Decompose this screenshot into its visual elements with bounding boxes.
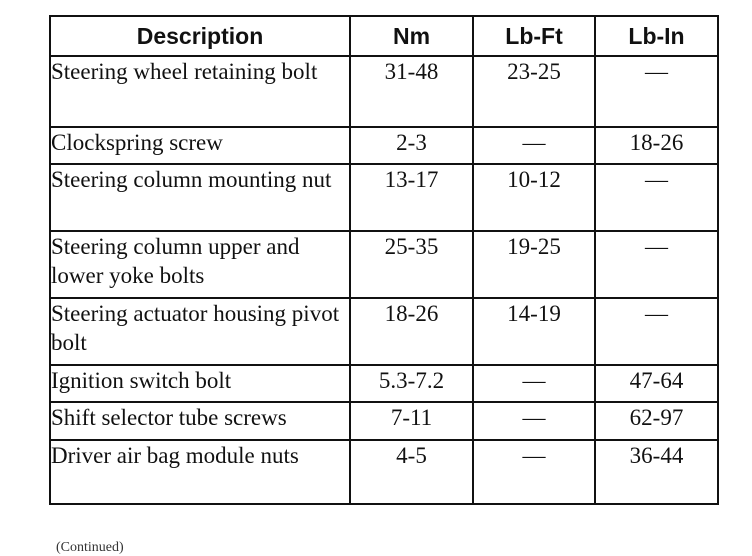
nm-cell: 2-3	[350, 127, 473, 164]
lb-ft-cell: 10-12	[473, 164, 595, 231]
table-row	[50, 440, 718, 504]
description-cell: Steering actuator housing pivot bolt	[50, 298, 350, 365]
nm-cell: 7-11	[350, 402, 473, 440]
table-row	[50, 231, 718, 298]
table-row	[50, 298, 718, 365]
lb-in-cell: —	[595, 231, 718, 298]
lb-ft-cell: —	[473, 365, 595, 402]
description-cell: Steering column mounting nut	[50, 164, 350, 231]
table-row	[50, 365, 718, 402]
lb-in-cell: 18-26	[595, 127, 718, 164]
lb-in-cell: 36-44	[595, 440, 718, 504]
table-row	[50, 402, 718, 440]
description-cell: Steering column upper and lower yoke bolts	[50, 231, 350, 298]
lb-ft-cell: 23-25	[473, 56, 595, 127]
description-cell: Driver air bag module nuts	[50, 440, 350, 504]
nm-cell: 13-17	[350, 164, 473, 231]
lb-ft-cell: —	[473, 440, 595, 504]
lb-ft-cell: —	[473, 402, 595, 440]
description-cell: Steering wheel retaining bolt	[50, 56, 350, 127]
nm-cell: 4-5	[350, 440, 473, 504]
torque-spec-table	[49, 15, 719, 505]
lb-in-cell: 62-97	[595, 402, 718, 440]
description-cell: Shift selector tube screws	[50, 402, 350, 440]
nm-cell: 25-35	[350, 231, 473, 298]
table-row	[50, 164, 718, 231]
header-lb-in: Lb-In	[595, 16, 718, 56]
description-cell: Clockspring screw	[50, 127, 350, 164]
nm-cell: 31-48	[350, 56, 473, 127]
lb-ft-cell: —	[473, 127, 595, 164]
lb-ft-cell: 14-19	[473, 298, 595, 365]
header-lb-ft: Lb-Ft	[473, 16, 595, 56]
lb-in-cell: —	[595, 56, 718, 127]
nm-cell: 18-26	[350, 298, 473, 365]
lb-ft-cell: 19-25	[473, 231, 595, 298]
header-nm: Nm	[350, 16, 473, 56]
header-description: Description	[50, 16, 350, 56]
header-row	[50, 16, 718, 56]
description-cell: Ignition switch bolt	[50, 365, 350, 402]
lb-in-cell: 47-64	[595, 365, 718, 402]
lb-in-cell: —	[595, 164, 718, 231]
table-row	[50, 56, 718, 127]
table-row	[50, 127, 718, 164]
nm-cell: 5.3-7.2	[350, 365, 473, 402]
continued-note: (Continued)	[56, 540, 124, 555]
lb-in-cell: —	[595, 298, 718, 365]
